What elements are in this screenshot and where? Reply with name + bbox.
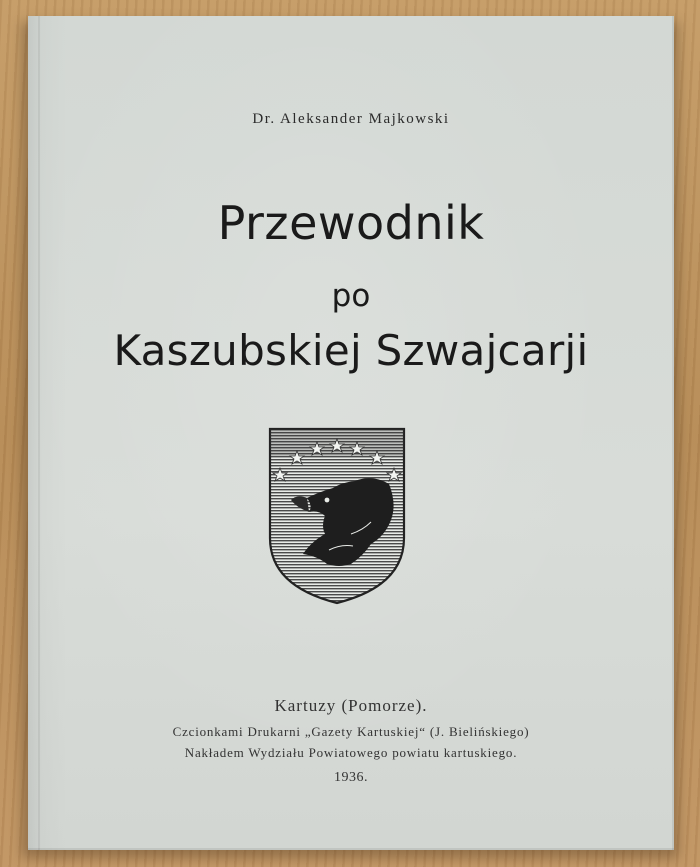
publisher-line: Nakładem Wydziału Powiatowego powiatu kartuskiego. [184,745,518,760]
coat-of-arms-icon [267,426,407,606]
title-line-3: Kaszubskiej Szwajcarji [113,326,589,375]
book-cover [28,16,674,850]
place-of-publication: Kartuzy (Pomorze). [274,696,428,715]
title-line-1: Przewodnik [217,196,485,250]
printer-line: Czcionkami Drukarni „Gazety Kartuskiej“ (J. Bielińskiego) [172,724,530,739]
author-name: Dr. Aleksander Majkowski [252,111,450,127]
title-line-2: po [331,278,371,314]
publication-year: 1936. [334,770,368,785]
